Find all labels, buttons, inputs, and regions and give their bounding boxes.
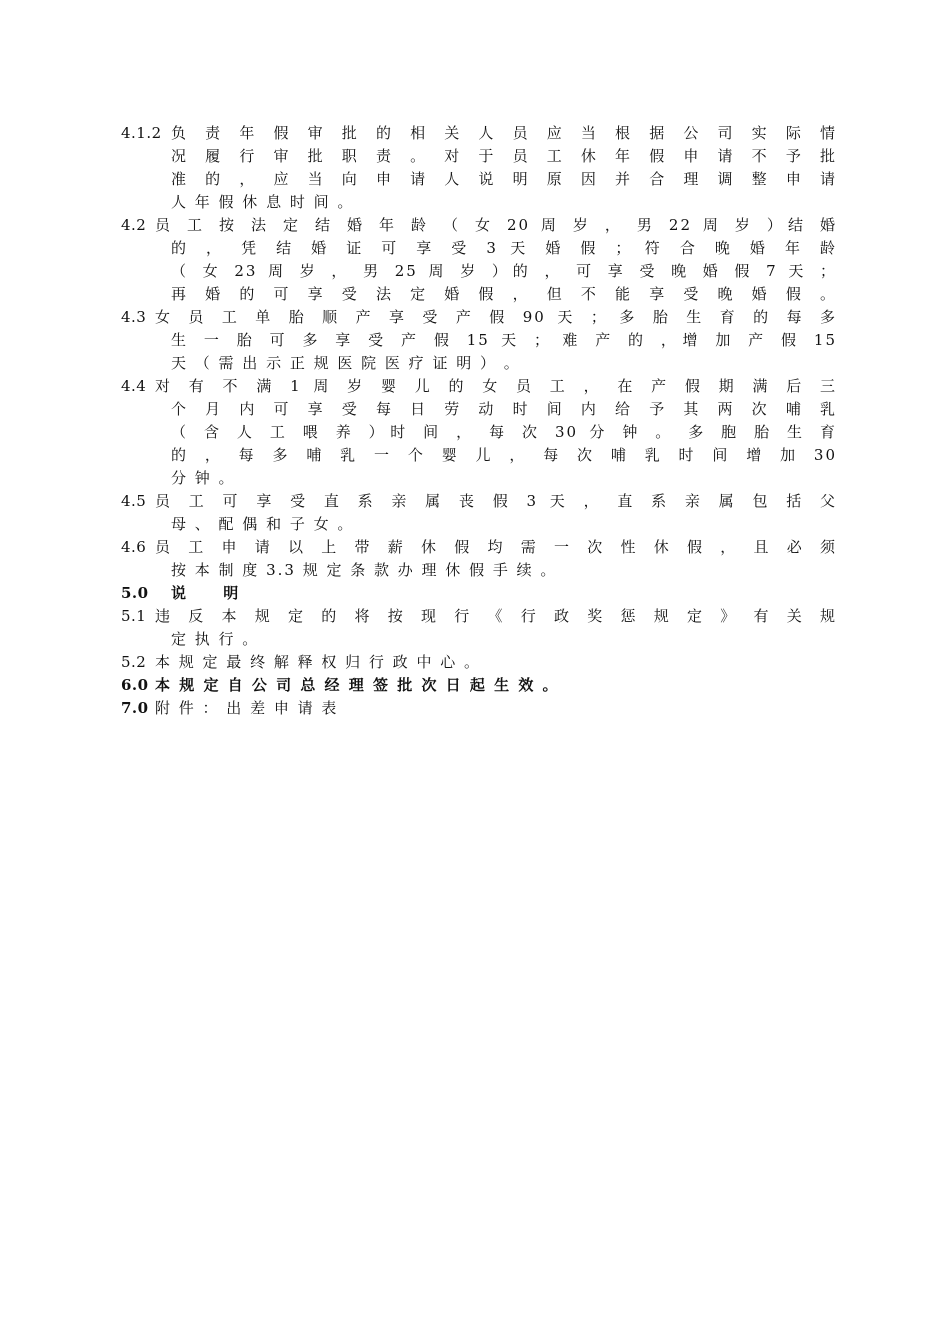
clause-line: 天 （ 需 出 示 正 规 医 院 医 疗 证 明 ） 。 — [171, 354, 521, 372]
clause-text-last — [171, 628, 837, 651]
clause-text — [171, 122, 837, 191]
section-number: 7.0 — [121, 699, 149, 717]
clause-4-5-last — [121, 513, 837, 536]
section-number: 5.0 — [121, 584, 149, 602]
clause-line: 母 、 配 偶 和 子 女 。 — [171, 515, 355, 533]
section-text: 本 规 定 自 公 司 总 经 理 签 批 次 日 起 生 效 。 — [155, 676, 560, 694]
clause-4-2 — [121, 214, 837, 237]
section-7 — [121, 697, 837, 720]
clause-number: 4.6 — [121, 538, 147, 556]
document-body — [121, 122, 837, 720]
clause-text — [171, 329, 837, 352]
clause-4-3 — [121, 306, 837, 329]
clause-number: 4.5 — [121, 492, 147, 510]
clause-text — [155, 306, 837, 329]
clause-text — [155, 605, 837, 628]
clause-line: 女 员 工 单 胎 顺 产 享 受 产 假 90 天 ； 多 胎 生 育 的 每 多 — [155, 308, 837, 326]
clause-number: 5.1 — [121, 607, 147, 625]
clause-line: （ 女 23 周 岁 ， 男 25 周 岁 ）的 ， 可 享 受 晚 婚 假 7 天 ； — [171, 262, 837, 280]
clause-text-last — [171, 352, 837, 375]
clause-line: 本 规 定 最 终 解 释 权 归 行 政 中 心 。 — [155, 653, 481, 671]
clause-text — [155, 490, 837, 513]
clause-line: 生 一 胎 可 多 享 受 产 假 15 天 ； 难 产 的 ，增 加 产 假 15 — [171, 331, 837, 349]
clause-line: 人 年 假 休 息 时 间 。 — [171, 193, 355, 211]
clause-text-last — [171, 191, 837, 214]
clause-5-1-last — [121, 628, 837, 651]
clause-text — [155, 536, 837, 559]
clause-line: 再 婚 的 可 享 受 法 定 婚 假 ， 但 不 能 享 受 晚 婚 假 。 — [171, 285, 837, 303]
clause-text-last — [171, 513, 837, 536]
clause-4-5 — [121, 490, 837, 513]
section-5-heading — [121, 582, 837, 605]
section-number: 6.0 — [121, 676, 149, 694]
clause-text — [155, 651, 837, 674]
clause-4-6-last — [121, 559, 837, 582]
clause-4-3-cont — [121, 329, 837, 352]
clause-line: （ 含 人 工 喂 养 ）时 间 ， 每 次 30 分 钟 。 多 胞 胎 生 育 — [171, 423, 837, 441]
section-text: 附 件 ： 出 差 申 请 表 — [155, 699, 339, 717]
clause-5-2 — [121, 651, 837, 674]
clause-4-1-2-last — [121, 191, 837, 214]
clause-4-2-cont — [121, 237, 837, 306]
clause-4-3-last — [121, 352, 837, 375]
clause-line: 的 ， 凭 结 婚 证 可 享 受 3 天 婚 假 ； 符 合 晚 婚 年 龄 — [171, 239, 837, 257]
clause-line: 准 的 ， 应 当 向 申 请 人 说 明 原 因 并 合 理 调 整 申 请 — [171, 170, 837, 188]
section-6 — [121, 674, 837, 697]
clause-text — [171, 398, 837, 467]
clause-line: 况 履 行 审 批 职 责 。 对 于 员 工 休 年 假 申 请 不 予 批 — [171, 147, 837, 165]
clause-5-1 — [121, 605, 837, 628]
clause-number: 4.4 — [121, 377, 147, 395]
clause-line: 违 反 本 规 定 的 将 按 现 行 《 行 政 奖 惩 规 定 》 有 关 规 — [155, 607, 837, 625]
clause-4-4-cont — [121, 398, 837, 467]
clause-text — [171, 237, 837, 306]
clause-4-1-2 — [121, 122, 837, 191]
clause-line: 员 工 可 享 受 直 系 亲 属 丧 假 3 天 ， 直 系 亲 属 包 括 父 — [155, 492, 837, 510]
clause-line: 定 执 行 。 — [171, 630, 260, 648]
clause-line: 个 月 内 可 享 受 每 日 劳 动 时 间 内 给 予 其 两 次 哺 乳 — [171, 400, 837, 418]
clause-line: 员 工 按 法 定 结 婚 年 龄 （ 女 20 周 岁 ， 男 22 周 岁 ）结 婚 — [155, 216, 837, 234]
clause-number: 4.2 — [121, 216, 147, 234]
clause-text — [155, 214, 837, 237]
clause-line: 对 有 不 满 1 周 岁 婴 儿 的 女 员 工 ， 在 产 假 期 满 后 三 — [155, 377, 837, 395]
clause-text-last — [171, 559, 837, 582]
clause-text — [155, 375, 837, 398]
clause-number: 4.3 — [121, 308, 147, 326]
clause-number: 5.2 — [121, 653, 147, 671]
clause-4-4 — [121, 375, 837, 398]
clause-number: 4.1.2 — [121, 124, 162, 142]
clause-line: 的 ， 每 多 哺 乳 一 个 婴 儿 ， 每 次 哺 乳 时 间 增 加 30 — [171, 446, 837, 464]
clause-4-4-last — [121, 467, 837, 490]
clause-line: 员 工 申 请 以 上 带 薪 休 假 均 需 一 次 性 休 假 ， 且 必 须 — [155, 538, 837, 556]
clause-text-last — [171, 467, 837, 490]
clause-4-6 — [121, 536, 837, 559]
clause-line: 负 责 年 假 审 批 的 相 关 人 员 应 当 根 据 公 司 实 际 情 — [171, 124, 837, 142]
clause-line: 分 钟 。 — [171, 469, 236, 487]
section-title: 说 明 — [171, 584, 255, 602]
clause-line: 按 本 制 度 3.3 规 定 条 款 办 理 休 假 手 续 。 — [171, 561, 558, 579]
